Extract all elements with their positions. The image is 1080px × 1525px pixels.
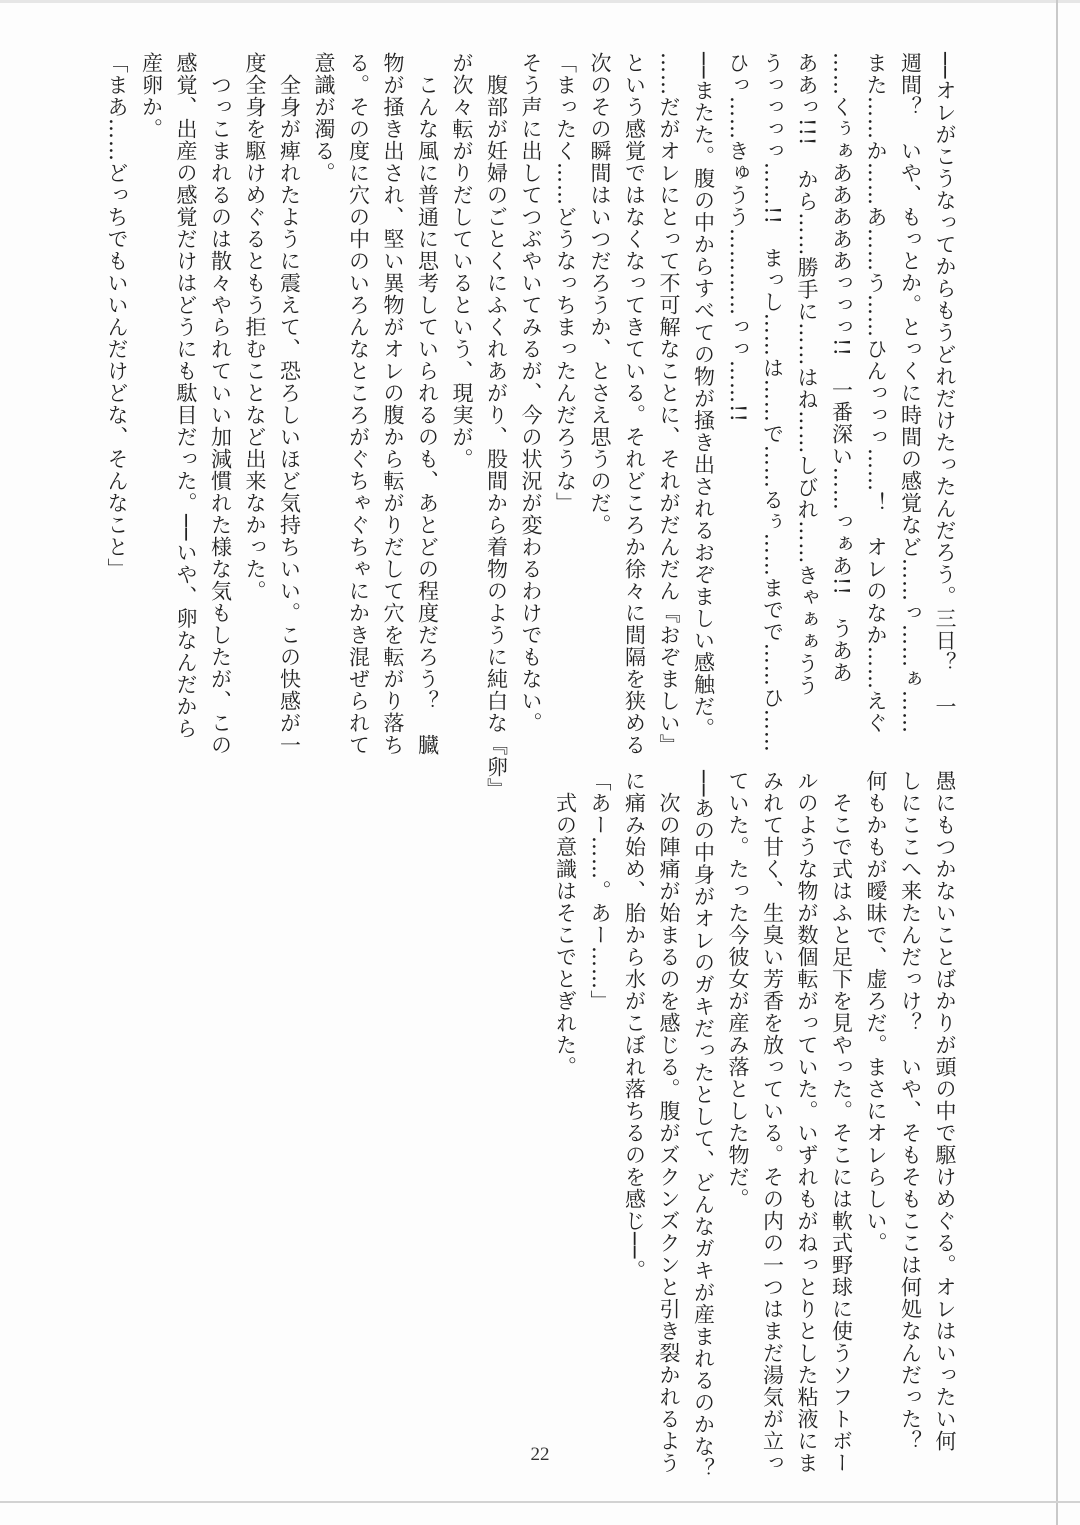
text-line: 物が掻き出され、堅い異物がオレの腹から転がりだして穴を転がり落ち	[381, 52, 405, 756]
scan-edge-bottom	[0, 1501, 1080, 1503]
text-line: 次のその瞬間はいつだろうか、とさえ思うのだ。	[588, 52, 612, 536]
text-line: ひっ……きゅうう…………っっ……!!	[726, 52, 750, 423]
page-number: 22	[530, 1444, 550, 1465]
text-line: 次の陣痛が始まるのを感じる。腹がズクンズクンと引き裂かれるよう	[657, 770, 681, 1474]
text-line: こんな風に普通に思考していられるのも、あとどの程度だろう？ 臓	[415, 52, 440, 756]
text-line: みれて甘く、生臭い芳香を放っている。その内の一つはまだ湯気が立っ	[760, 770, 785, 1474]
text-line: 式の意識はそこでとぎれた。	[553, 770, 578, 1078]
text-line: うっっっっ……!! まっし……は……で……るぅ……までで……ひ……	[760, 52, 785, 753]
text-line: しにここへ来たんだっけ？ いや、そもそもここは何処なんだった？	[898, 770, 923, 1452]
text-line: が次々転がりだしているという、現実が。	[450, 52, 474, 470]
text-line: 度全身を駆けめぐるともう拒むことなど出来なかった。	[243, 52, 267, 602]
text-line: に痛み始め、胎から水がこぼれ落ちるのを感じ──。	[622, 770, 647, 1282]
text-line: 愚にもつかないことばかりが頭の中で駆けめぐる。オレはいったい何	[933, 770, 957, 1452]
text-line: ああっ!!! から……勝手に……はね……しびれ……きゃぁぁうう	[795, 52, 819, 697]
text-line: 腹部が妊婦のごとくにふくれあがり、股間から着物のように純白な『卵』	[484, 52, 509, 800]
text-line: 「まあ……どっちでもいいんだけどな、そんなこと」	[105, 52, 129, 580]
text-line: そう声に出してつぶやいてみるが、今の状況が変わるわけでもない。	[519, 52, 543, 734]
text-line: 感覚、出産の感覚だけはどうにも駄目だった。──いや、卵なんだから	[174, 52, 198, 740]
text-line: そこで式はふと足下を見やった。そこには軟式野球に使うソフトボー	[829, 770, 854, 1474]
text-line: ──オレがこうなってからもうどれだけたったんだろう。三日？ 一	[933, 52, 957, 718]
text-line: ていた。たった今彼女が産み落とした物だ。	[726, 770, 750, 1210]
text-line: という感覚ではなくなってきている。それどころか徐々に間隔を狭める	[622, 52, 647, 756]
text-line: ──あの中身がオレのガキだったとして、どんなガキが産まれるのかな？	[691, 770, 716, 1480]
text-line: 何もかもが曖昧で、虚ろだ。まさにオレらしい。	[864, 770, 888, 1254]
text-line: 全身が痺れたように震えて、恐ろしいほど気持ちいい。この快感が一	[277, 52, 302, 756]
text-block-upper	[100, 52, 963, 800]
text-line: ルのような物が数個転がっていた。いずれもがねっとりとした粘液にま	[795, 770, 819, 1474]
text-line: また……か……あ……う……ひんっっっ……！ オレのなか……えぐ	[864, 52, 888, 734]
text-line: つっこまれるのは散々やられていい加減慣れた様な気もしたが、この	[208, 52, 233, 756]
text-line: ……くぅぁあああああっっっ!! 一番深い……っぁあ!! うああ	[829, 52, 854, 684]
text-line: 意識が濁る。	[312, 52, 336, 184]
text-line: 「まったく……どうなっちまったんだろうな」	[553, 52, 578, 514]
text-line: ……だがオレにとって不可解なことに、それがだんだん『おぞましい』	[657, 52, 681, 756]
text-line: 産卵か。	[139, 52, 164, 140]
text-block-lower	[548, 770, 962, 1480]
text-line: ──またた。腹の中からすべての物が掻き出されるおぞましい感触だ。	[691, 52, 716, 740]
text-line: る。その度に穴の中のいろんなところがぐちゃぐちゃにかき混ぜられて	[346, 52, 371, 756]
text-line: 週間？ いや、もっとか。とっくに時間の感覚など……っ……ぁ……	[898, 52, 923, 734]
scan-edge-right	[1056, 0, 1058, 1525]
text-line: 「あー……。あー……」	[588, 770, 612, 1012]
scan-edge-top	[0, 0, 1080, 3]
